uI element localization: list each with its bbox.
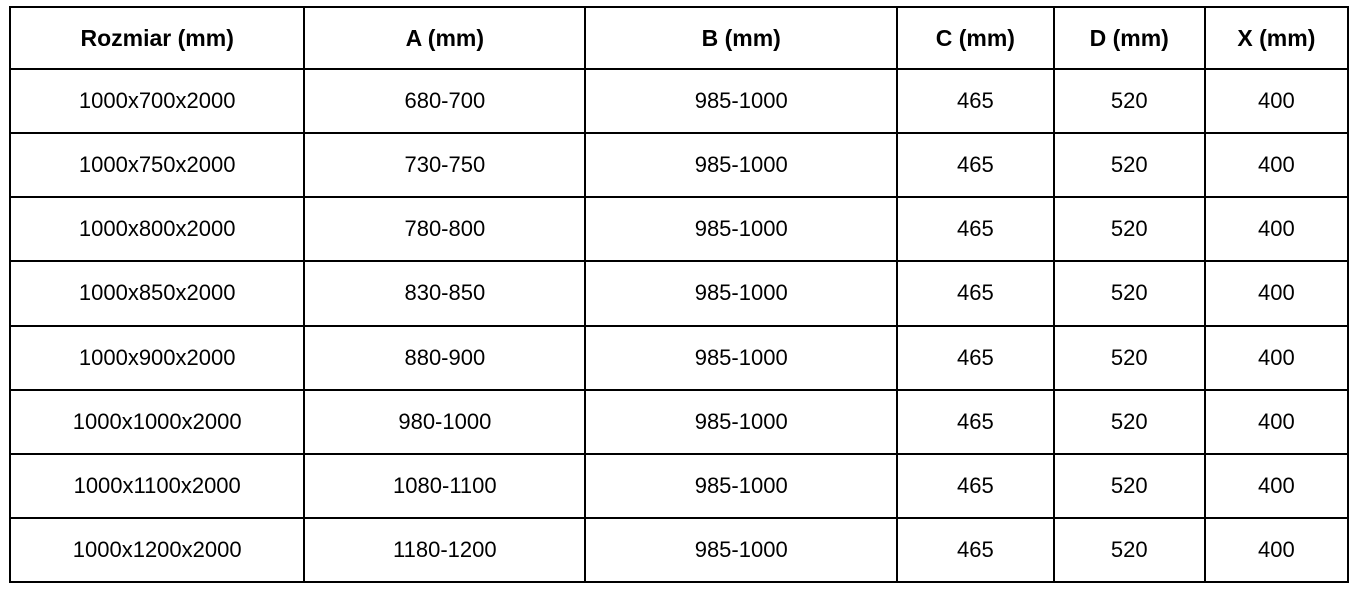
- cell-b: 985-1000: [585, 390, 897, 454]
- cell-d: 520: [1054, 390, 1205, 454]
- dimensions-spec-table: [9, 6, 1349, 583]
- cell-c: 465: [897, 133, 1054, 197]
- cell-d: 520: [1054, 197, 1205, 261]
- cell-c: 465: [897, 261, 1054, 325]
- cell-c: 465: [897, 454, 1054, 518]
- column-header-b: B (mm): [585, 7, 897, 69]
- cell-d: 520: [1054, 69, 1205, 133]
- cell-rozmiar: 1000x1200x2000: [10, 518, 304, 582]
- table-row: [10, 390, 1348, 454]
- cell-x: 400: [1205, 390, 1348, 454]
- cell-x: 400: [1205, 133, 1348, 197]
- cell-d: 520: [1054, 518, 1205, 582]
- cell-rozmiar: 1000x1100x2000: [10, 454, 304, 518]
- column-header-a: A (mm): [304, 7, 585, 69]
- cell-b: 985-1000: [585, 518, 897, 582]
- cell-x: 400: [1205, 326, 1348, 390]
- cell-c: 465: [897, 69, 1054, 133]
- table-row: [10, 454, 1348, 518]
- cell-c: 465: [897, 390, 1054, 454]
- cell-c: 465: [897, 326, 1054, 390]
- cell-a: 730-750: [304, 133, 585, 197]
- table-row: [10, 261, 1348, 325]
- cell-x: 400: [1205, 69, 1348, 133]
- cell-rozmiar: 1000x800x2000: [10, 197, 304, 261]
- column-header-d: D (mm): [1054, 7, 1205, 69]
- cell-x: 400: [1205, 261, 1348, 325]
- cell-x: 400: [1205, 518, 1348, 582]
- cell-rozmiar: 1000x900x2000: [10, 326, 304, 390]
- cell-a: 880-900: [304, 326, 585, 390]
- column-header-rozmiar: Rozmiar (mm): [10, 7, 304, 69]
- table-row: [10, 133, 1348, 197]
- cell-x: 400: [1205, 454, 1348, 518]
- table-row: [10, 197, 1348, 261]
- cell-a: 830-850: [304, 261, 585, 325]
- cell-a: 1180-1200: [304, 518, 585, 582]
- cell-b: 985-1000: [585, 69, 897, 133]
- column-header-x: X (mm): [1205, 7, 1348, 69]
- cell-rozmiar: 1000x750x2000: [10, 133, 304, 197]
- cell-a: 680-700: [304, 69, 585, 133]
- cell-b: 985-1000: [585, 454, 897, 518]
- table-row: [10, 69, 1348, 133]
- column-header-c: C (mm): [897, 7, 1054, 69]
- cell-b: 985-1000: [585, 261, 897, 325]
- cell-rozmiar: 1000x850x2000: [10, 261, 304, 325]
- cell-a: 980-1000: [304, 390, 585, 454]
- table-row: [10, 326, 1348, 390]
- cell-c: 465: [897, 518, 1054, 582]
- cell-d: 520: [1054, 133, 1205, 197]
- cell-d: 520: [1054, 454, 1205, 518]
- cell-rozmiar: 1000x700x2000: [10, 69, 304, 133]
- cell-a: 1080-1100: [304, 454, 585, 518]
- cell-b: 985-1000: [585, 133, 897, 197]
- table-header-row: [10, 7, 1348, 69]
- cell-b: 985-1000: [585, 197, 897, 261]
- cell-a: 780-800: [304, 197, 585, 261]
- cell-x: 400: [1205, 197, 1348, 261]
- cell-d: 520: [1054, 261, 1205, 325]
- cell-d: 520: [1054, 326, 1205, 390]
- cell-rozmiar: 1000x1000x2000: [10, 390, 304, 454]
- table-body: [10, 69, 1348, 582]
- table-row: [10, 518, 1348, 582]
- cell-b: 985-1000: [585, 326, 897, 390]
- cell-c: 465: [897, 197, 1054, 261]
